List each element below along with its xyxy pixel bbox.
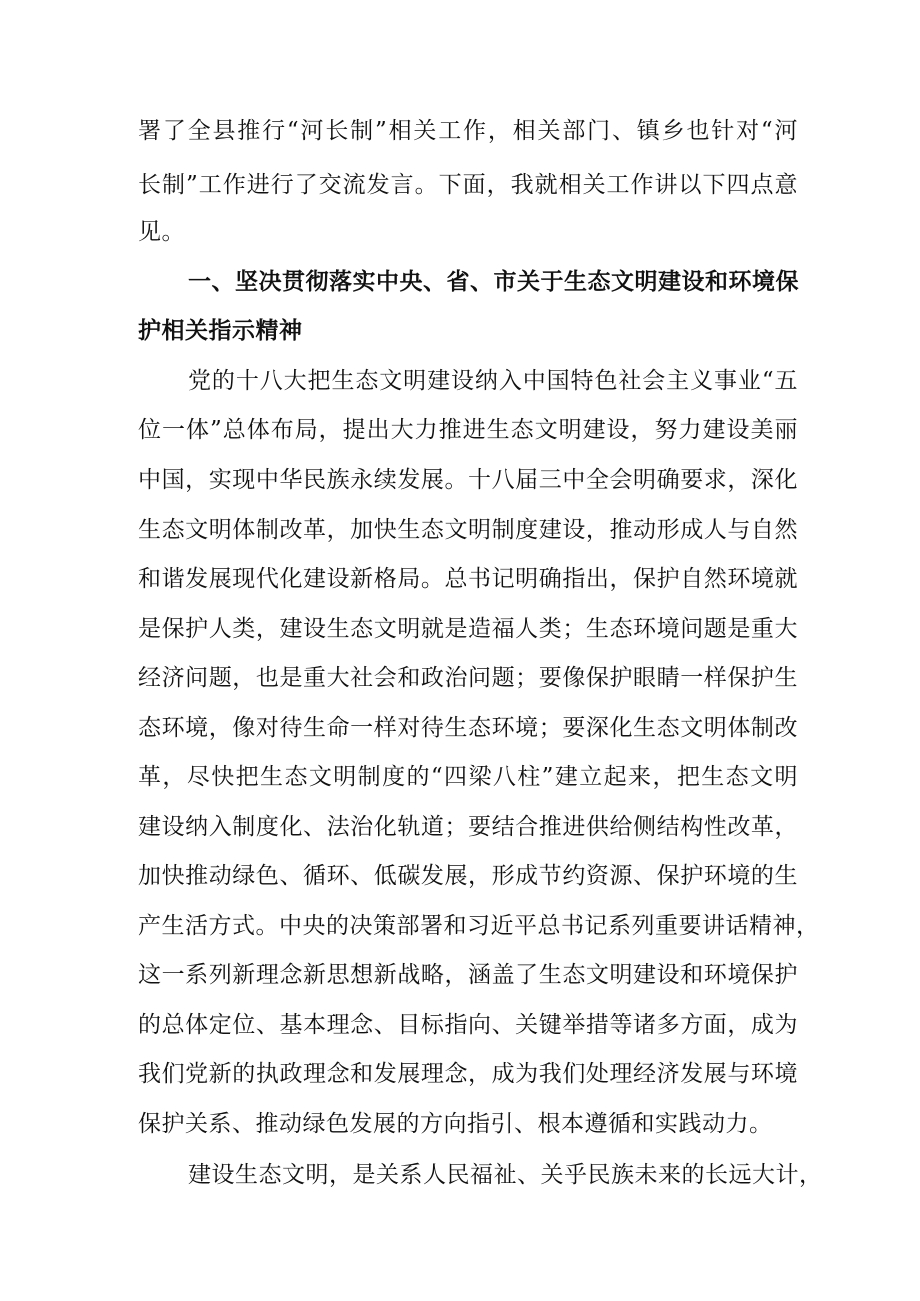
para1-line-15: 我们党新的执政理念和发展理念，成为我们处理经济发展与环境 [138,1061,798,1087]
para1-line-14: 的总体定位、基本理念、目标指向、关键举措等诸多方面，成为 [138,1012,798,1038]
para1-line-12: 产生活方式。中央的决策部署和习近平总书记系列重要讲话精神， [138,913,820,939]
para2-line-1: 建设生态文明，是关系人民福祉、关乎民族未来的长远大计， [188,1162,823,1188]
section-heading-line-2: 护相关指示精神 [138,318,303,344]
para1-line-6: 是保护人类，建设生态文明就是造福人类；生态环境问题是重大 [138,616,798,642]
para1-line-13: 这一系列新理念新思想新战略，涵盖了生态文明建设和环境保护 [138,962,798,988]
intro-line-2: 长制”工作进行了交流发言。下面，我就相关工作讲以下四点意 [138,172,798,198]
para1-line-8: 态环境，像对待生命一样对待生态环境；要深化生态文明体制改 [138,715,798,741]
para1-line-10: 建设纳入制度化、法治化轨道；要结合推进供给侧结构性改革， [138,814,798,840]
intro-line-1: 署了全县推行“河长制”相关工作，相关部门、镇乡也针对“河 [138,118,798,144]
para1-line-2: 位一体”总体布局，提出大力推进生态文明建设，努力建设美丽 [138,417,798,443]
para1-line-5: 和谐发展现代化建设新格局。总书记明确指出，保护自然环境就 [138,566,798,592]
intro-line-3: 见。 [138,219,185,245]
para1-line-16: 保护关系、推动绿色发展的方向指引、根本遵循和实践动力。 [138,1111,773,1137]
para1-line-11: 加快推动绿色、循环、低碳发展，形成节约资源、保护环境的生 [138,863,798,889]
section-heading-line-1: 一、坚决贯彻落实中央、省、市关于生态文明建设和环境保 [188,269,799,295]
para1-line-4: 生态文明体制改革，加快生态文明制度建设，推动形成人与自然 [138,517,798,543]
para1-line-3: 中国，实现中华民族永续发展。十八届三中全会明确要求，深化 [138,467,798,493]
para1-line-1: 党的十八大把生态文明建设纳入中国特色社会主义事业“五 [188,368,798,394]
para1-line-7: 经济问题，也是重大社会和政治问题；要像保护眼睛一样保护生 [138,665,798,691]
para1-line-9: 革，尽快把生态文明制度的“四梁八柱”建立起来，把生态文明 [138,764,798,790]
